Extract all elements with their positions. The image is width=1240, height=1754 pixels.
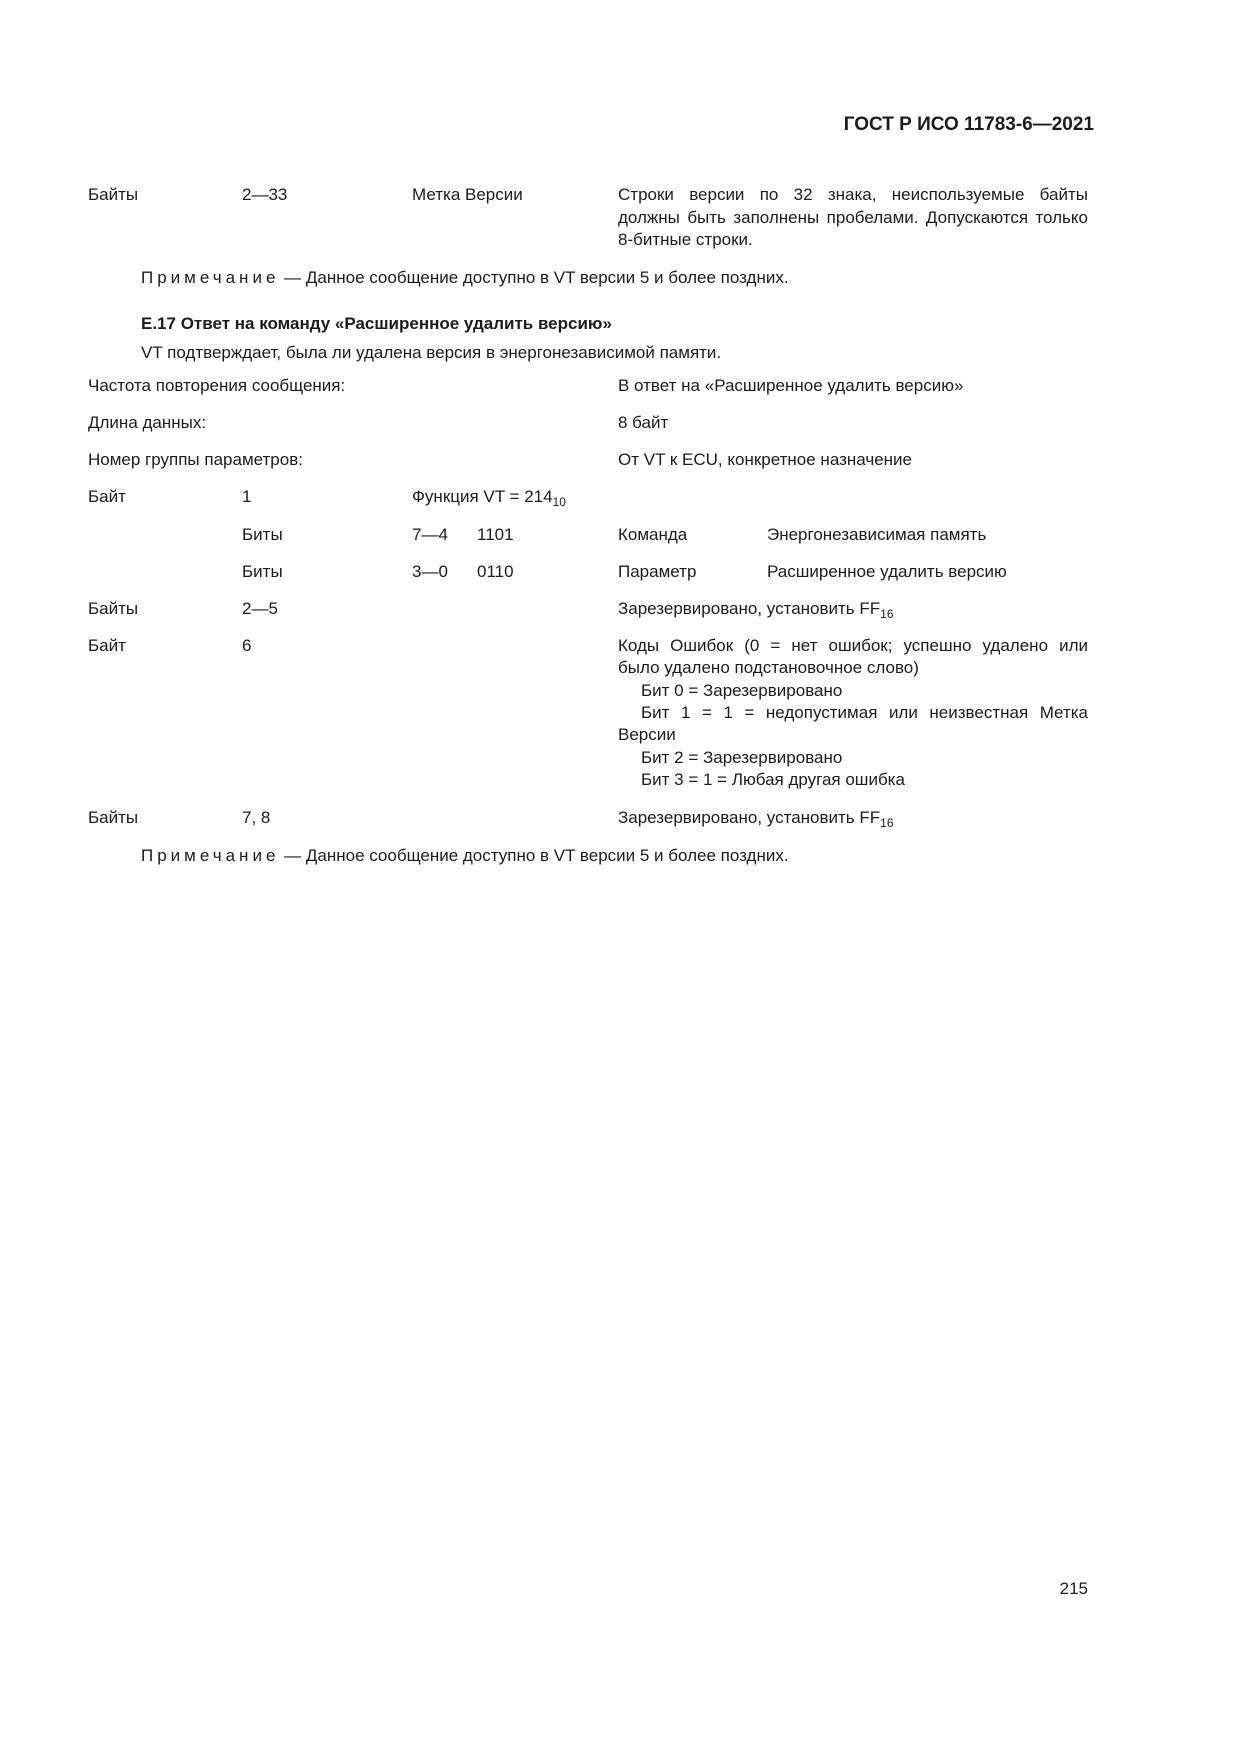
row3-bits-label: Биты (242, 562, 283, 581)
section-intro: VT подтверждает, была ли удалена версия в энергонезависимой памяти. (141, 343, 722, 362)
row1-byte-number: 1 (242, 487, 252, 506)
row4-description (618, 598, 894, 620)
row3-bits-value: 0110 (477, 562, 514, 581)
note-1-text: — Данное сообщение доступно в VT версии 5 и более поздних. (284, 268, 789, 287)
row2-bits-value: 1101 (477, 525, 514, 544)
prev-row-bytes-label: Байты (88, 185, 139, 204)
row6-description (618, 807, 894, 829)
row6-description-sub: 16 (880, 816, 894, 830)
row4-bytes-label: Байты (88, 599, 139, 618)
rate-value: В ответ на «Расширенное удалить версию» (618, 376, 964, 395)
pgn-label: Номер группы параметров: (88, 450, 303, 469)
length-label: Длина данных: (88, 413, 207, 432)
rate-label: Частота повторения сообщения: (88, 376, 346, 395)
row2-bits-label: Биты (242, 525, 283, 544)
row3-bits-range: 3—0 (412, 562, 448, 581)
row5-bit0: Бит 0 = Зарезервировано (641, 681, 843, 700)
prev-row-field-name: Метка Версии (412, 185, 523, 204)
note-2-label: Примечание (141, 846, 280, 865)
row4-description-sub: 16 (880, 607, 894, 621)
row2-kind: Команда (618, 525, 688, 544)
page-number: 215 (1059, 1579, 1088, 1598)
note-2-text: — Данное сообщение доступно в VT версии 5 и более поздних. (284, 846, 789, 865)
row1-function (412, 486, 566, 508)
row5-bit1-line2: Версии (618, 725, 676, 744)
row3-kind: Параметр (618, 562, 697, 581)
document-header: ГОСТ Р ИСО 11783-6—2021 (843, 114, 1094, 135)
note-1 (141, 267, 789, 289)
row5-bit1-line1: Бит 1 = 1 = недопустимая или неизвестная Метка (641, 703, 1088, 722)
length-value: 8 байт (618, 413, 669, 432)
row5-desc-line1: Коды Ошибок (0 = нет ошибок; успешно удалено или (618, 636, 1088, 655)
note-1-label: Примечание (141, 268, 280, 287)
row5-desc-line2: было удалено подстановочное слово) (618, 658, 919, 677)
section-title: E.17 Ответ на команду «Расширенное удалить версию» (141, 314, 612, 333)
prev-row-description: Строки версии по 32 знака, неиспользуемые байты должны быть заполнены пробелами. Допускаются только 8-битные строки. (618, 185, 1088, 249)
row6-description-text: Зарезервировано, установить FF (618, 808, 881, 827)
pgn-value: От VT к ECU, конкретное назначение (618, 450, 912, 469)
note-2 (141, 845, 789, 867)
row1-byte-label: Байт (88, 487, 126, 506)
row6-bytes-label: Байты (88, 808, 139, 827)
row2-bits-range: 7—4 (412, 525, 448, 544)
row6-bytes-range: 7, 8 (242, 808, 271, 827)
row5-byte-number: 6 (242, 636, 252, 655)
row3-description: Расширенное удалить версию (767, 562, 1007, 581)
row5-bit3: Бит 3 = 1 = Любая другая ошибка (641, 770, 905, 789)
row4-bytes-range: 2—5 (242, 599, 278, 618)
row2-description: Энергонезависимая память (767, 525, 987, 544)
row4-description-text: Зарезервировано, установить FF (618, 599, 881, 618)
row1-function-text: Функция VT = 214 (412, 487, 553, 506)
prev-row-bytes-range: 2—33 (242, 185, 288, 204)
row1-function-sub: 10 (552, 495, 566, 509)
row5-byte-label: Байт (88, 636, 126, 655)
row5-bit2: Бит 2 = Зарезервировано (641, 748, 843, 767)
